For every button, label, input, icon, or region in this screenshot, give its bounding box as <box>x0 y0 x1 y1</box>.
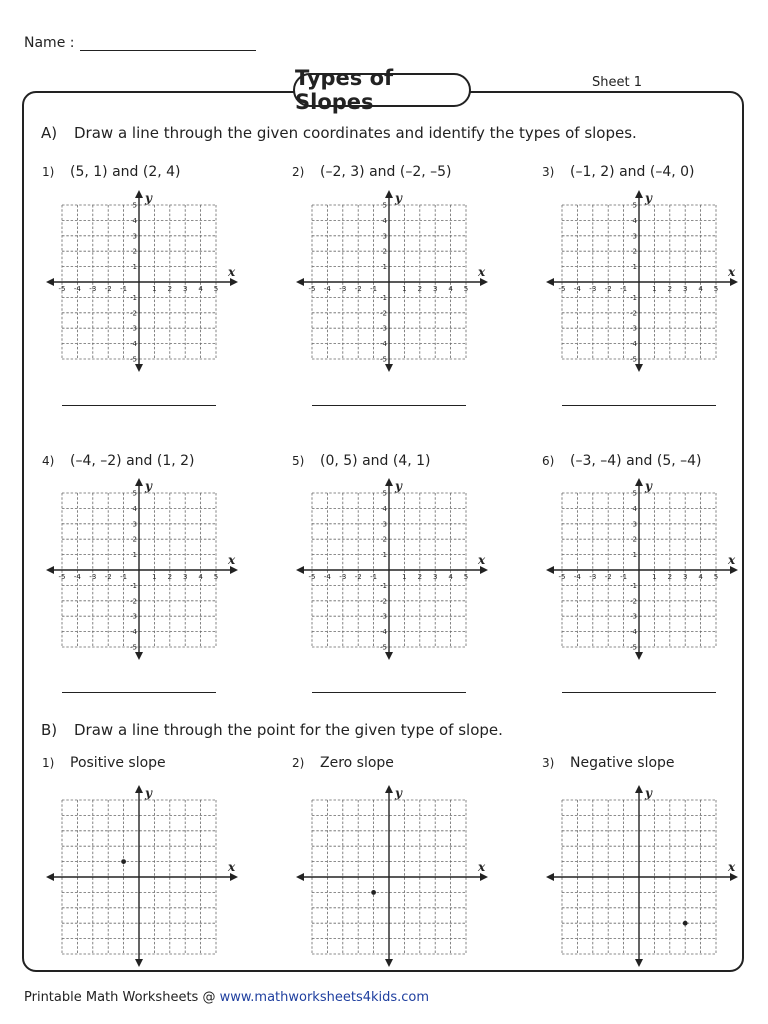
x-tick-label: 1 <box>152 573 157 581</box>
y-tick-label: 1 <box>632 551 637 560</box>
section-b-problem-2-coordinate-grid[interactable] <box>294 785 494 969</box>
y-tick-label: -5 <box>130 355 137 364</box>
section-a-problem-4-text: (–4, –2) and (1, 2) <box>70 453 195 469</box>
x-tick-label: 4 <box>448 285 453 293</box>
section-a-problem-5-prompt <box>292 453 431 469</box>
y-tick-label: -5 <box>630 643 637 652</box>
x-axis-arrow-left-icon <box>296 566 304 574</box>
y-tick-label: -4 <box>630 628 637 637</box>
y-tick-label: 2 <box>382 535 387 544</box>
y-tick-label: 5 <box>382 201 387 210</box>
y-tick-label: 2 <box>632 247 637 256</box>
name-label: Name : <box>24 35 75 51</box>
x-axis-label: x <box>478 860 486 874</box>
section-a-problem-2-prompt <box>292 164 452 180</box>
section-a-problem-3-answer-line[interactable] <box>562 405 716 406</box>
x-tick-label: -2 <box>104 573 112 581</box>
x-axis-arrow-left-icon <box>546 566 554 574</box>
y-axis-label: y <box>645 191 652 205</box>
x-axis-arrow-right-icon <box>480 278 488 286</box>
y-tick-label: -1 <box>630 293 637 302</box>
x-tick-label: 3 <box>182 285 188 293</box>
x-tick-label: -5 <box>308 573 316 581</box>
section-a-problem-2-text: (–2, 3) and (–2, –5) <box>320 164 452 180</box>
y-tick-label: 5 <box>382 489 387 498</box>
x-tick-label: -1 <box>120 573 128 581</box>
section-a-problem-1-coordinate-grid[interactable] <box>44 190 244 374</box>
y-tick-label: -4 <box>380 628 387 637</box>
y-tick-label: 4 <box>382 216 387 225</box>
section-a-problem-3-prompt <box>542 164 695 180</box>
x-axis-arrow-right-icon <box>480 873 488 881</box>
section-a-problem-5-text: (0, 5) and (4, 1) <box>320 453 431 469</box>
x-tick-label: -1 <box>370 285 378 293</box>
x-tick-label: -5 <box>58 573 66 581</box>
x-tick-label: 5 <box>213 285 219 293</box>
name-field[interactable] <box>80 34 256 51</box>
x-tick-label: -4 <box>323 285 331 293</box>
section-a-problem-2-number: 2) <box>292 165 305 179</box>
y-axis-label: y <box>645 479 652 493</box>
x-tick-label: 4 <box>198 573 203 581</box>
y-tick-label: 5 <box>132 489 137 498</box>
x-axis-arrow-left-icon <box>46 873 54 881</box>
x-axis-label: x <box>728 860 736 874</box>
y-tick-label: 5 <box>132 201 137 210</box>
y-tick-label: 4 <box>382 504 387 513</box>
y-tick-label: 4 <box>632 216 637 225</box>
x-tick-label: 3 <box>432 285 438 293</box>
x-tick-label: 5 <box>463 285 469 293</box>
section-a-problem-1-number: 1) <box>42 165 55 179</box>
section-b-problem-1-number: 1) <box>42 756 55 770</box>
x-axis-arrow-left-icon <box>546 873 554 881</box>
y-tick-label: 5 <box>632 201 637 210</box>
y-axis-label: y <box>145 479 152 493</box>
x-axis-arrow-right-icon <box>480 566 488 574</box>
x-tick-label: -4 <box>573 285 581 293</box>
y-tick-label: -5 <box>380 355 387 364</box>
y-tick-label: 4 <box>632 504 637 513</box>
y-axis-arrow-down-icon <box>385 652 393 660</box>
x-tick-label: 4 <box>448 573 453 581</box>
x-tick-label: 2 <box>417 285 423 293</box>
x-tick-label: 3 <box>182 573 188 581</box>
section-a-problem-3-text: (–1, 2) and (–4, 0) <box>570 164 695 180</box>
y-tick-label: 1 <box>132 551 137 560</box>
x-axis-label: x <box>478 265 486 279</box>
section-b-problem-2-text: Zero slope <box>320 755 394 771</box>
y-tick-label: -2 <box>380 309 387 318</box>
y-tick-label: -5 <box>130 643 137 652</box>
section-b-problem-2-number: 2) <box>292 756 305 770</box>
x-tick-label: 2 <box>667 285 673 293</box>
x-tick-label: 5 <box>713 285 719 293</box>
y-axis-label: y <box>145 191 152 205</box>
y-tick-label: -1 <box>130 293 137 302</box>
y-axis-arrow-up-icon <box>635 478 643 486</box>
x-tick-label: 5 <box>213 573 219 581</box>
y-tick-label: 2 <box>632 535 637 544</box>
x-axis-label: x <box>728 553 736 567</box>
section-b-text: Draw a line through the point for the given type of slope. <box>74 721 503 739</box>
y-tick-label: 5 <box>632 489 637 498</box>
y-tick-label: -1 <box>130 581 137 590</box>
section-a-problem-6-text: (–3, –4) and (5, –4) <box>570 453 702 469</box>
y-axis-arrow-up-icon <box>635 785 643 793</box>
x-tick-label: -1 <box>620 573 628 581</box>
x-tick-label: -5 <box>558 285 566 293</box>
y-tick-label: -3 <box>130 324 137 333</box>
given-point <box>683 921 688 926</box>
y-tick-label: 2 <box>132 535 137 544</box>
footer <box>24 990 429 1005</box>
y-axis-arrow-up-icon <box>385 190 393 198</box>
section-a-problem-6-number: 6) <box>542 454 555 468</box>
y-axis-label: y <box>395 191 402 205</box>
y-axis-label: y <box>145 786 152 800</box>
x-tick-label: -4 <box>573 573 581 581</box>
section-a-problem-2-answer-line[interactable] <box>312 405 466 406</box>
section-b-problem-3-prompt <box>542 755 675 771</box>
name-row <box>24 34 256 51</box>
y-tick-label: 2 <box>382 247 387 256</box>
x-tick-label: -2 <box>604 285 612 293</box>
x-tick-label: 2 <box>667 573 673 581</box>
y-tick-label: -1 <box>380 293 387 302</box>
section-b-problem-3-text: Negative slope <box>570 755 675 771</box>
y-tick-label: -3 <box>380 324 387 333</box>
footer-prefix: Printable Math Worksheets @ <box>24 990 220 1005</box>
section-a-problem-3-number: 3) <box>542 165 555 179</box>
y-axis-label: y <box>645 786 652 800</box>
y-axis-arrow-down-icon <box>385 959 393 967</box>
section-a-problem-1-prompt <box>42 164 181 180</box>
y-axis-arrow-up-icon <box>635 190 643 198</box>
y-axis-arrow-up-icon <box>385 785 393 793</box>
y-axis-arrow-up-icon <box>135 190 143 198</box>
x-tick-label: 3 <box>682 573 688 581</box>
y-tick-label: -5 <box>380 643 387 652</box>
y-tick-label: -4 <box>380 340 387 349</box>
y-axis-arrow-down-icon <box>135 959 143 967</box>
x-tick-label: -2 <box>354 285 362 293</box>
x-tick-label: 5 <box>713 573 719 581</box>
section-a-problem-4-number: 4) <box>42 454 55 468</box>
y-tick-label: 3 <box>632 520 637 529</box>
x-axis-label: x <box>228 860 236 874</box>
y-tick-label: -3 <box>380 612 387 621</box>
y-tick-label: 1 <box>632 263 637 272</box>
x-tick-label: -3 <box>339 573 347 581</box>
y-tick-label: -4 <box>130 340 137 349</box>
x-tick-label: 1 <box>152 285 157 293</box>
y-tick-label: 4 <box>132 216 137 225</box>
y-axis-arrow-down-icon <box>135 364 143 372</box>
y-tick-label: 4 <box>132 504 137 513</box>
y-tick-label: 3 <box>382 232 387 241</box>
x-tick-label: 1 <box>652 285 657 293</box>
x-tick-label: -5 <box>558 573 566 581</box>
section-a-text: Draw a line through the given coordinates and identify the types of slopes. <box>74 124 637 142</box>
x-tick-label: -2 <box>354 573 362 581</box>
section-b-problem-3-number: 3) <box>542 756 555 770</box>
x-tick-label: -1 <box>370 573 378 581</box>
x-axis-arrow-right-icon <box>230 278 238 286</box>
section-a-problem-5-coordinate-grid[interactable] <box>294 478 494 662</box>
x-tick-label: -3 <box>89 573 97 581</box>
y-tick-label: -2 <box>130 309 137 318</box>
x-tick-label: 1 <box>652 573 657 581</box>
y-axis-arrow-down-icon <box>635 364 643 372</box>
y-axis-label: y <box>395 479 402 493</box>
section-a-problem-4-prompt <box>42 453 195 469</box>
x-tick-label: -3 <box>89 285 97 293</box>
section-a-problem-6-prompt <box>542 453 702 469</box>
section-b-problem-3-coordinate-grid[interactable] <box>544 785 744 969</box>
x-tick-label: 4 <box>698 285 703 293</box>
x-tick-label: -2 <box>604 573 612 581</box>
y-tick-label: -4 <box>630 340 637 349</box>
y-axis-arrow-down-icon <box>635 652 643 660</box>
y-tick-label: -2 <box>380 597 387 606</box>
y-tick-label: 3 <box>132 520 137 529</box>
section-a-label: A) <box>41 124 58 142</box>
x-axis-label: x <box>478 553 486 567</box>
section-b-instruction <box>41 721 503 739</box>
x-tick-label: -1 <box>120 285 128 293</box>
y-tick-label: -1 <box>380 581 387 590</box>
x-tick-label: -4 <box>73 285 81 293</box>
x-tick-label: -4 <box>73 573 81 581</box>
x-tick-label: -5 <box>308 285 316 293</box>
x-tick-label: -5 <box>58 285 66 293</box>
section-b-problem-2-prompt <box>292 755 394 771</box>
x-tick-label: 3 <box>432 573 438 581</box>
x-axis-arrow-right-icon <box>230 566 238 574</box>
section-b-problem-1-coordinate-grid[interactable] <box>44 785 244 969</box>
y-tick-label: -3 <box>630 324 637 333</box>
section-a-problem-5-answer-line[interactable] <box>312 692 466 693</box>
y-tick-label: 1 <box>132 263 137 272</box>
y-tick-label: -5 <box>630 355 637 364</box>
y-axis-arrow-up-icon <box>385 478 393 486</box>
x-axis-arrow-right-icon <box>230 873 238 881</box>
y-axis-label: y <box>395 786 402 800</box>
section-a-problem-1-text: (5, 1) and (2, 4) <box>70 164 181 180</box>
y-tick-label: -3 <box>130 612 137 621</box>
section-a-problem-4-coordinate-grid[interactable] <box>44 478 244 662</box>
y-tick-label: -2 <box>130 597 137 606</box>
y-tick-label: 3 <box>382 520 387 529</box>
x-tick-label: 2 <box>417 573 423 581</box>
x-tick-label: 1 <box>402 573 407 581</box>
y-tick-label: -1 <box>630 581 637 590</box>
x-tick-label: 4 <box>198 285 203 293</box>
x-axis-arrow-right-icon <box>730 566 738 574</box>
y-tick-label: -3 <box>630 612 637 621</box>
x-tick-label: -2 <box>104 285 112 293</box>
x-axis-arrow-left-icon <box>296 873 304 881</box>
x-tick-label: -3 <box>589 285 597 293</box>
y-tick-label: -4 <box>130 628 137 637</box>
sheet-label: Sheet 1 <box>592 75 642 90</box>
x-tick-label: -1 <box>620 285 628 293</box>
section-a-problem-5-number: 5) <box>292 454 305 468</box>
section-a-problem-3-coordinate-grid[interactable] <box>544 190 744 374</box>
x-tick-label: 1 <box>402 285 407 293</box>
x-axis-label: x <box>728 265 736 279</box>
y-tick-label: 3 <box>132 232 137 241</box>
y-axis-arrow-down-icon <box>135 652 143 660</box>
section-a-problem-4-answer-line[interactable] <box>62 692 216 693</box>
section-a-instruction <box>41 124 637 142</box>
y-tick-label: 3 <box>632 232 637 241</box>
y-axis-arrow-down-icon <box>385 364 393 372</box>
section-a-problem-2-coordinate-grid[interactable] <box>294 190 494 374</box>
x-axis-arrow-right-icon <box>730 873 738 881</box>
section-b-problem-1-prompt <box>42 755 166 771</box>
x-axis-arrow-left-icon <box>546 278 554 286</box>
y-tick-label: -2 <box>630 597 637 606</box>
page-title: Types of Slopes <box>293 73 471 107</box>
x-axis-arrow-left-icon <box>46 278 54 286</box>
y-tick-label: -2 <box>630 309 637 318</box>
x-axis-label: x <box>228 553 236 567</box>
y-tick-label: 1 <box>382 263 387 272</box>
section-b-problem-1-text: Positive slope <box>70 755 166 771</box>
y-axis-arrow-up-icon <box>135 478 143 486</box>
x-tick-label: 4 <box>698 573 703 581</box>
x-axis-arrow-left-icon <box>46 566 54 574</box>
footer-link[interactable]: www.mathworksheets4kids.com <box>219 990 430 1005</box>
y-axis-arrow-down-icon <box>635 959 643 967</box>
y-tick-label: 2 <box>132 247 137 256</box>
section-b-label: B) <box>41 721 58 739</box>
x-axis-arrow-left-icon <box>296 278 304 286</box>
x-tick-label: 3 <box>682 285 688 293</box>
x-axis-arrow-right-icon <box>730 278 738 286</box>
x-tick-label: 2 <box>167 285 173 293</box>
section-a-problem-6-coordinate-grid[interactable] <box>544 478 744 662</box>
section-a-problem-6-answer-line[interactable] <box>562 692 716 693</box>
x-tick-label: 2 <box>167 573 173 581</box>
x-tick-label: -3 <box>589 573 597 581</box>
given-point <box>371 890 376 895</box>
x-axis-label: x <box>228 265 236 279</box>
y-axis-arrow-up-icon <box>135 785 143 793</box>
x-tick-label: -4 <box>323 573 331 581</box>
section-a-problem-1-answer-line[interactable] <box>62 405 216 406</box>
given-point <box>121 859 126 864</box>
x-tick-label: 5 <box>463 573 469 581</box>
x-tick-label: -3 <box>339 285 347 293</box>
y-tick-label: 1 <box>382 551 387 560</box>
